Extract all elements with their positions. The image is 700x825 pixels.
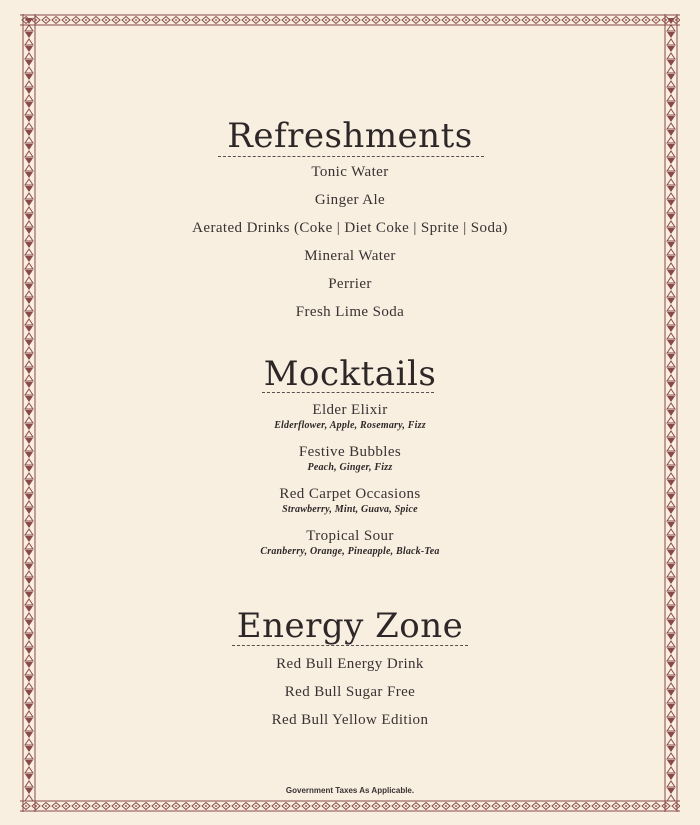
menu-item: Ginger Ale — [314, 192, 386, 208]
footer-note: Government Taxes As Applicable. — [285, 786, 415, 795]
menu-item: Tonic Water — [311, 164, 389, 180]
title-underline — [218, 156, 484, 157]
mocktail-ingredients: Cranberry, Orange, Pineapple, Black-Tea — [260, 546, 440, 557]
mocktail-name: Tropical Sour — [306, 528, 394, 544]
menu-item: Red Bull Yellow Edition — [271, 712, 429, 728]
menu-item: Perrier — [328, 276, 372, 292]
title-underline — [262, 392, 434, 393]
mocktail-ingredients: Elderflower, Apple, Rosemary, Fizz — [274, 420, 426, 431]
title-underline — [232, 645, 468, 646]
border-top — [20, 14, 680, 26]
menu-item: Aerated Drinks (Coke | Diet Coke | Sprite | Soda) — [192, 220, 508, 236]
section-title-refreshments: Refreshments — [227, 116, 473, 156]
menu-item: Red Bull Sugar Free — [284, 684, 416, 700]
menu-item: Fresh Lime Soda — [295, 304, 405, 320]
section-title-mocktails: Mocktails — [263, 354, 437, 394]
mocktail-ingredients: Peach, Ginger, Fizz — [307, 462, 393, 473]
mocktail-name: Festive Bubbles — [298, 444, 402, 460]
section-title-energy-zone: Energy Zone — [236, 606, 464, 646]
mocktail-name: Elder Elixir — [312, 402, 388, 418]
border-bottom — [20, 800, 680, 812]
mocktail-ingredients: Strawberry, Mint, Guava, Spice — [282, 504, 418, 515]
mocktail-name: Red Carpet Occasions — [279, 486, 421, 502]
menu-item: Mineral Water — [304, 248, 396, 264]
menu-item: Red Bull Energy Drink — [276, 656, 424, 672]
